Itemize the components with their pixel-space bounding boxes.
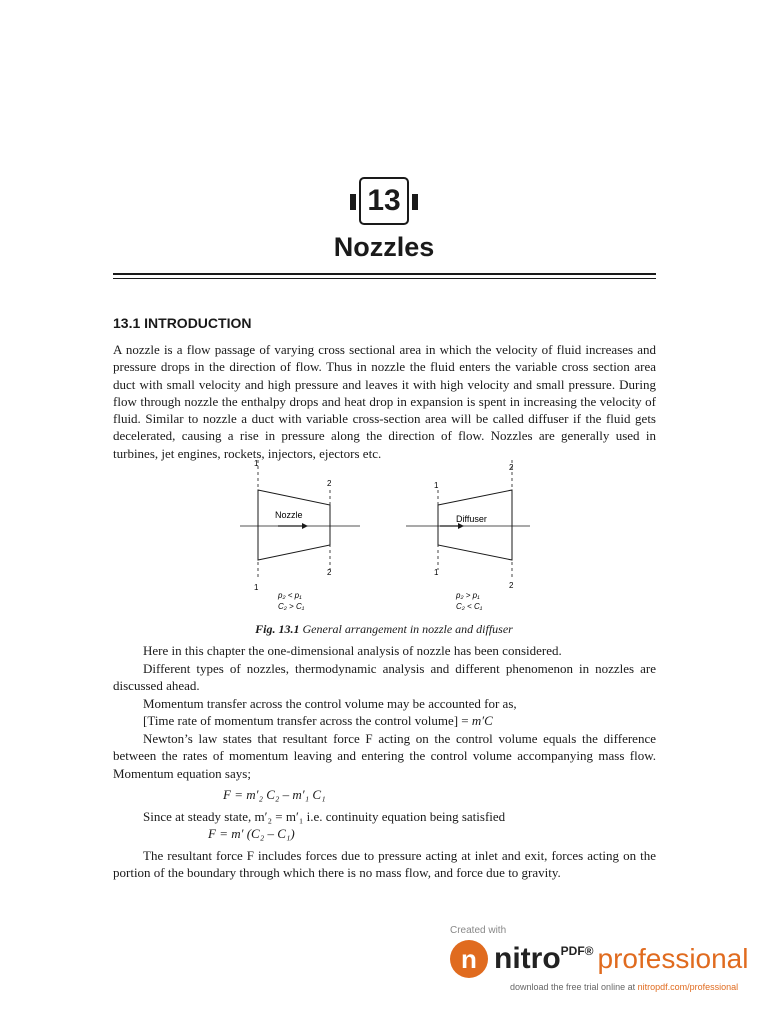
section-heading: 13.1 INTRODUCTION [113,315,252,331]
figure-number: Fig. 13.1 [255,622,300,636]
diffuser-velocity-condition: C₂ < C₁ [456,602,483,611]
nitro-n-icon: n [450,940,488,978]
title-rule-thin [113,278,656,279]
nozzle-top-2: 2 [327,479,332,488]
nitro-trial-text [510,982,760,992]
body-paragraph [113,712,656,730]
momentum-equation: F = m′₂ C₂ – m′₁ C₁ [223,787,326,802]
figure-svg [230,460,550,620]
nitro-watermark [450,925,760,1020]
chapter-number: 13 [359,177,409,225]
trial-link[interactable]: nitropdf.com/professional [637,982,739,992]
diffuser-bottom-1: 1 [434,568,439,577]
body-paragraph-text: [Time rate of momentum transfer across the control volume] = [143,713,472,728]
body-paragraph: The resultant force F includes forces due to pressure acting at inlet and exit, forces acting on the portion of the boundary through which there is no mass flow, and force due to gravity. [113,847,656,880]
intro-paragraph: A nozzle is a flow passage of varying cross sectional area in which the velocity of fluid increases and pressure drops in the direction of flow. Thus in nozzle the fluid enters the variable cross section area duct with small velocity and high pressure and leaves it with high velocity and small pressure. During flow through nozzle the enthalpy drops and heat drop in expansion is spent in increasing the velocity of fluid. Similar to nozzle a duct with variable cross-section area will be called diffuser if the fluid gets decelerated, causing a rise in pressure along the direction of flow. Nozzles are generally used in turbines, jet engines, rockets, injectors, ejectors etc. [113,342,656,461]
force-equation: F = m′ (C₂ – C₁) [208,826,295,841]
nitro-product: professional [597,943,749,974]
nozzle-label: Nozzle [275,510,303,520]
nitro-brand: nitro [494,942,561,975]
diffuser-top-2: 2 [509,463,514,472]
title-rule-thick [113,273,656,275]
body-paragraph: Here in this chapter the one-dimensional analysis of nozzle has been considered. [143,643,562,658]
chapter-title: Nozzles [333,232,435,262]
trial-text: download the free trial online at [510,982,638,992]
body-paragraph: Newton’s law states that resultant force F acting on the control volume equals the difference between the rates of momentum leaving and entering the control volume accompanying mass flow. Momentum equation says; [113,730,656,781]
diffuser-bottom-2: 2 [509,581,514,590]
created-with-label: Created with [450,925,507,936]
inline-equation: m′C [471,713,493,728]
figure-caption [0,622,768,637]
nitro-reg-mark: ® [584,944,594,958]
nozzle-bottom-1: 1 [254,583,259,592]
figure-caption-text: General arrangement in nozzle and diffuser [302,622,513,636]
diffuser-pressure-condition: p₂ > p₁ [456,591,480,600]
nitro-pdf [561,944,594,958]
chapter-number-box [350,176,418,226]
nozzle-velocity-condition: C₂ > C₁ [278,602,305,611]
nitro-pdf-text: PDF [560,944,585,958]
nozzle-diffuser-figure [230,460,550,620]
chapter-box-left-bar [350,194,356,210]
body-paragraph: Since at steady state, m′₂ = m′₁ i.e. continuity equation being satisfied [143,808,506,824]
body-paragraph: Momentum transfer across the control volume may be accounted for as, [143,695,517,711]
nitro-logo [450,940,760,978]
nozzle-bottom-2: 2 [327,568,332,577]
body-text [113,642,656,882]
diffuser-top-1: 1 [434,481,439,490]
diffuser-shape [438,490,512,560]
nozzle-arrow-head [302,523,308,529]
diffuser-label: Diffuser [456,514,487,524]
nozzle-pressure-condition: p₂ < p₁ [278,591,302,600]
body-paragraph: Different types of nozzles, thermodynamic analysis and different phenomenon in nozzles are discussed ahead. [113,660,656,693]
nozzle-shape [258,490,330,560]
chapter-box-right-bar [412,194,418,210]
nozzle-top-1: 1 [254,460,259,468]
